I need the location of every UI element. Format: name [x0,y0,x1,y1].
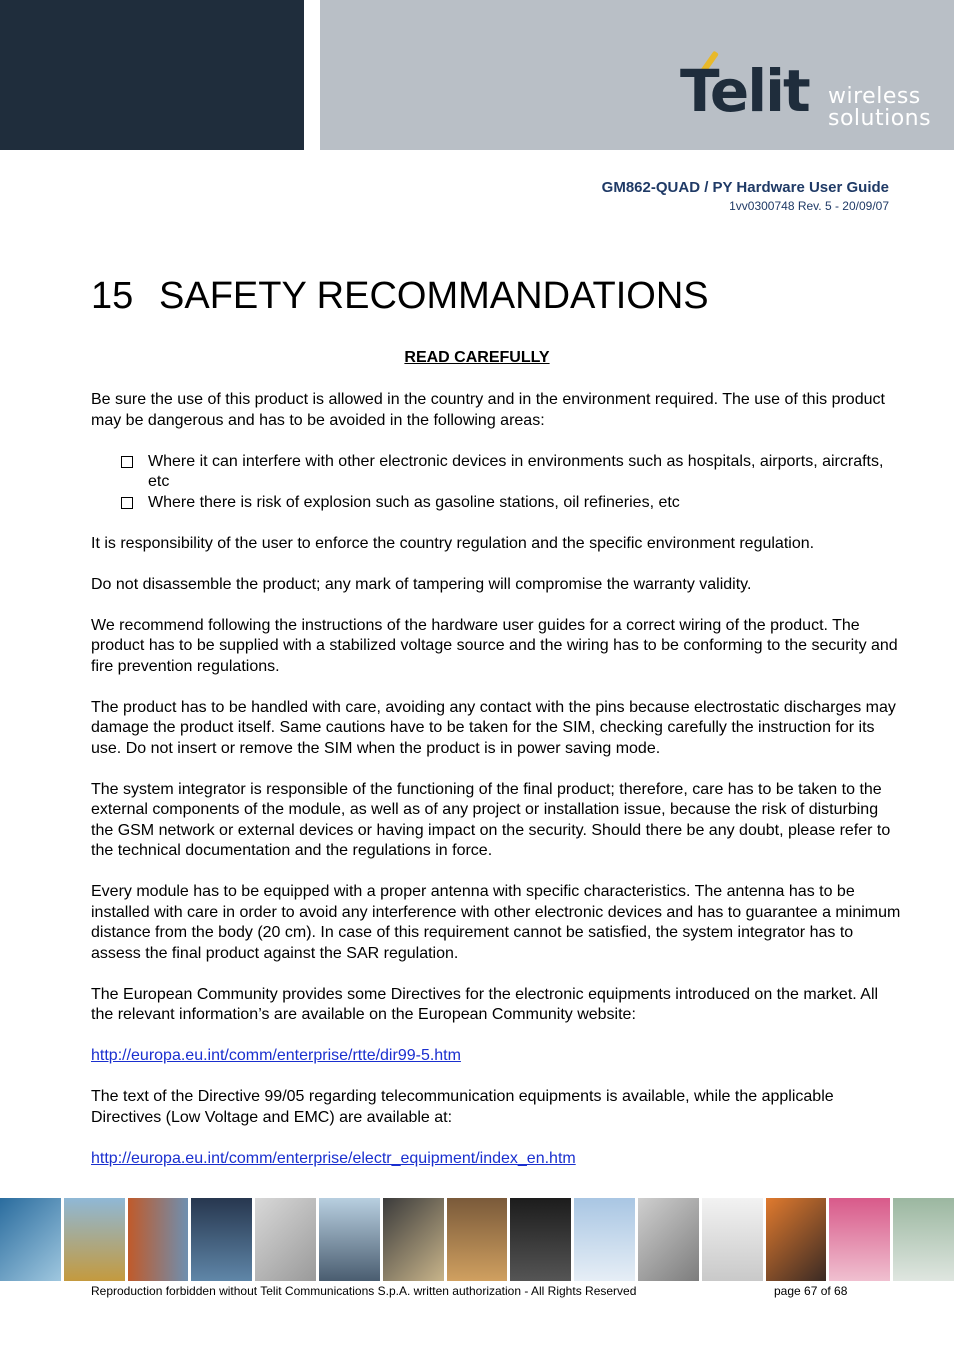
paragraph: The European Community provides some Directives for the electronic equipments introduced on the market. All the relevant information’s are available on the European Community website: [91,985,879,1023]
logo-brand: Telit [680,57,809,125]
header-banner-dark [0,0,304,150]
photo-tile [191,1198,252,1281]
paragraph: Every module has to be equipped with a proper antenna with specific characteristics. The antenna has to be installed with care in order to avoid any interference with other electronic devices and has to guarantee a minimum distance from the body (20 cm). In case of this requirement cannot be satisfied, the system integrator has to assess the final product against the SAR regulation. [91,883,901,962]
paragraph: Do not disassemble the product; any mark of tampering will compromise the warranty validity. [91,575,752,593]
paragraph: It is responsibility of the user to enforce the country regulation and the specific environment regulation. [91,534,815,552]
checkbox-bullet-icon [121,456,133,468]
paragraph: We recommend following the instructions of the hardware user guides for a correct wiring of the product. The product has to be supplied with a stabilized voltage source and the wiring has to be conforming to the security and fire prevention regulations. [91,616,898,675]
photo-tile [510,1198,571,1281]
paragraph: The system integrator is responsible of the functioning of the final product; therefore, care has to be taken to the external components of the module, as well as of any project or installation issue, because the risk of disturbing the GSM network or external devices or having impact on the security. Should there be any doubt, please refer to the technical documentation and the regulations in force. [91,780,891,859]
list-item-text: Where there is risk of explosion such as gasoline stations, oil refineries, etc [148,493,680,511]
photo-tile [64,1198,125,1281]
photo-tile [574,1198,635,1281]
photo-tile [447,1198,508,1281]
document-title: GM862-QUAD / PY Hardware User Guide [601,179,889,196]
list-item [121,452,901,493]
list-item-text: Where it can interfere with other electronic devices in environments such as hospitals, airports, aircrafts, etc [148,452,884,490]
photo-tile [829,1198,890,1281]
photo-tile [702,1198,763,1281]
logo-tagline-1: wireless [828,84,921,109]
photo-tile [766,1198,827,1281]
paragraph: Be sure the use of this product is allowed in the country and in the environment required. The use of this product may be dangerous and has to be avoided in the following areas: [91,391,885,429]
photo-tile [128,1198,189,1281]
read-carefully-heading: READ CAREFULLY [404,349,550,366]
photo-tile [319,1198,380,1281]
logo-tagline-2: solutions [828,106,932,131]
photo-tile [0,1198,61,1281]
rtte-directive-link[interactable]: http://europa.eu.int/comm/enterprise/rtte/dir99-5.htm [91,1047,461,1064]
risk-area-list [91,452,901,514]
chapter-heading [91,276,709,318]
footer-page-number: page 67 of 68 [774,1284,848,1298]
paragraph [91,1046,901,1067]
list-item [121,493,901,514]
footer-photo-strip [0,1198,954,1281]
photo-tile [893,1198,954,1281]
checkbox-bullet-icon [121,497,133,509]
telit-logo [676,48,936,138]
paragraph: The product has to be handled with care, avoiding any contact with the pins because electrostatic discharges may damage the product itself. Same cautions have to be taken for the SIM, checking carefully the instruction for its use. Do not insert or remove the SIM when the product is in power saving mode. [91,698,896,757]
document-revision: 1vv0300748 Rev. 5 - 20/09/07 [729,199,889,213]
body-text [91,390,901,1190]
photo-tile [255,1198,316,1281]
paragraph [91,1149,901,1170]
photo-tile [383,1198,444,1281]
photo-tile [638,1198,699,1281]
paragraph: The text of the Directive 99/05 regarding telecommunication equipments is available, while the applicable Directives (Low Voltage and EMC) are available at: [91,1088,834,1126]
footer-copyright: Reproduction forbidden without Telit Communications S.p.A. written authorization - All Rights Reserved [91,1284,637,1298]
chapter-title: SAFETY RECOMMANDATIONS [159,275,709,317]
chapter-number: 15 [91,275,134,317]
electr-equipment-link[interactable]: http://europa.eu.int/comm/enterprise/electr_equipment/index_en.htm [91,1149,576,1167]
